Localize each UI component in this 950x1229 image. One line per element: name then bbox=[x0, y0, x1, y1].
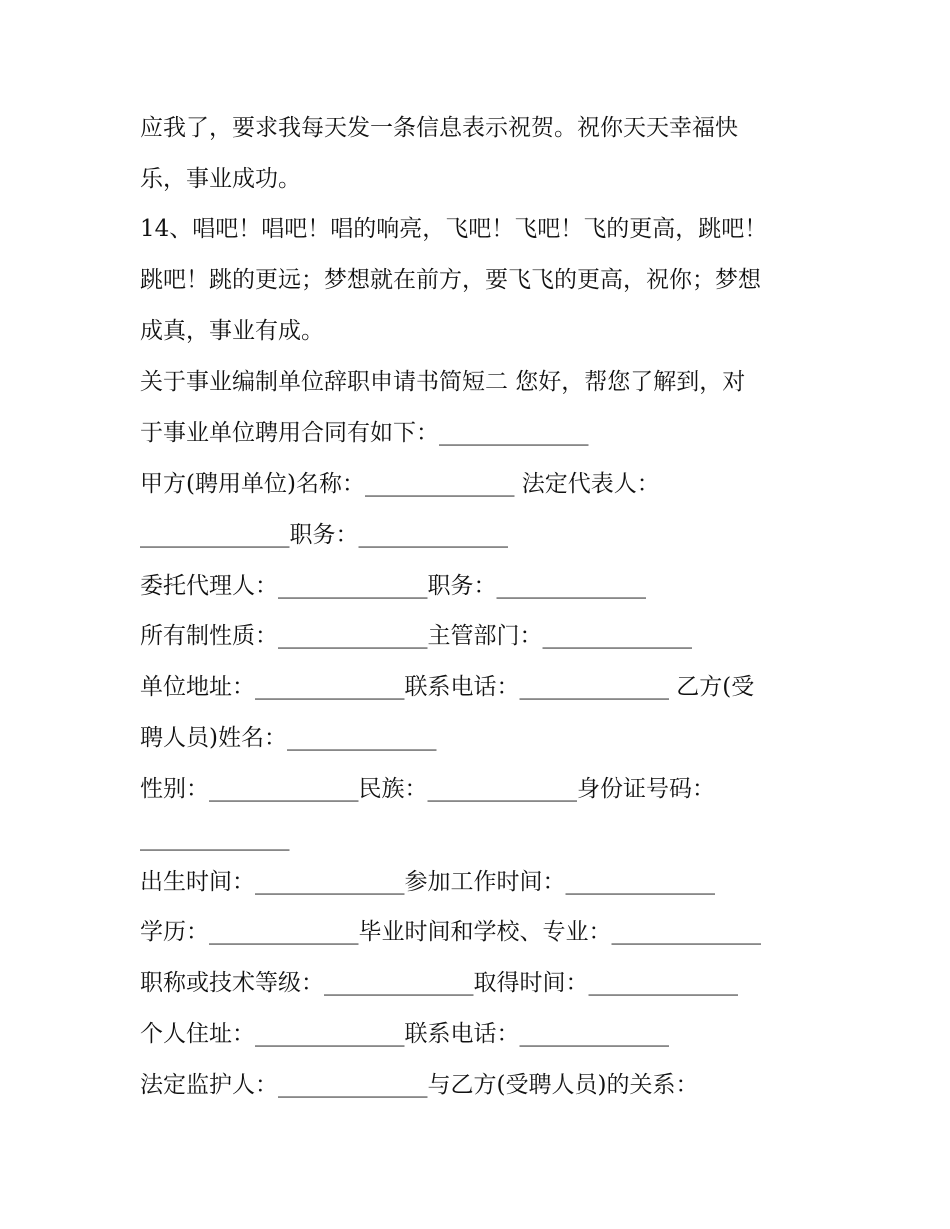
text-line: 14、唱吧！唱吧！唱的响亮，飞吧！飞吧！飞的更高，跳吧！ bbox=[140, 216, 768, 242]
text-line: _____________ bbox=[140, 825, 290, 851]
text-line: 聘人员)姓名：_____________ bbox=[140, 725, 437, 751]
text-line: 成真，事业有成。 bbox=[140, 318, 324, 344]
text-line: 所有制性质：_____________主管部门：_____________ bbox=[140, 623, 692, 649]
text-line: 单位地址：_____________联系电话：_____________ 乙方(受 bbox=[140, 674, 755, 700]
text-line: 应我了，要求我每天发一条信息表示祝贺。祝你天天幸福快 bbox=[140, 115, 738, 141]
text-line: 职称或技术等级：_____________取得时间：_____________ bbox=[140, 970, 738, 996]
text-line: 出生时间：_____________参加工作时间：_____________ bbox=[140, 869, 715, 895]
text-line: 性别：_____________民族：_____________身份证号码： bbox=[140, 776, 715, 802]
text-line: 于事业单位聘用合同有如下：_____________ bbox=[140, 420, 589, 446]
text-line: _____________职务：_____________ bbox=[140, 522, 508, 548]
text-line: 关于事业编制单位辞职申请书简短二 您好，帮您了解到，对 bbox=[140, 369, 746, 395]
text-line: 跳吧！跳的更远；梦想就在前方，要飞飞的更高，祝你；梦想 bbox=[140, 267, 761, 293]
text-line: 法定监护人：_____________与乙方(受聘人员)的关系： bbox=[140, 1072, 699, 1098]
text-line: 委托代理人：_____________职务：_____________ bbox=[140, 573, 646, 599]
text-line: 甲方(聘用单位)名称：_____________ 法定代表人： bbox=[140, 471, 660, 497]
text-line: 个人住址：_____________联系电话：_____________ bbox=[140, 1021, 669, 1047]
text-line: 学历：_____________毕业时间和学校、专业：_____________ bbox=[140, 919, 761, 945]
text-line: 乐，事业成功。 bbox=[140, 166, 301, 192]
